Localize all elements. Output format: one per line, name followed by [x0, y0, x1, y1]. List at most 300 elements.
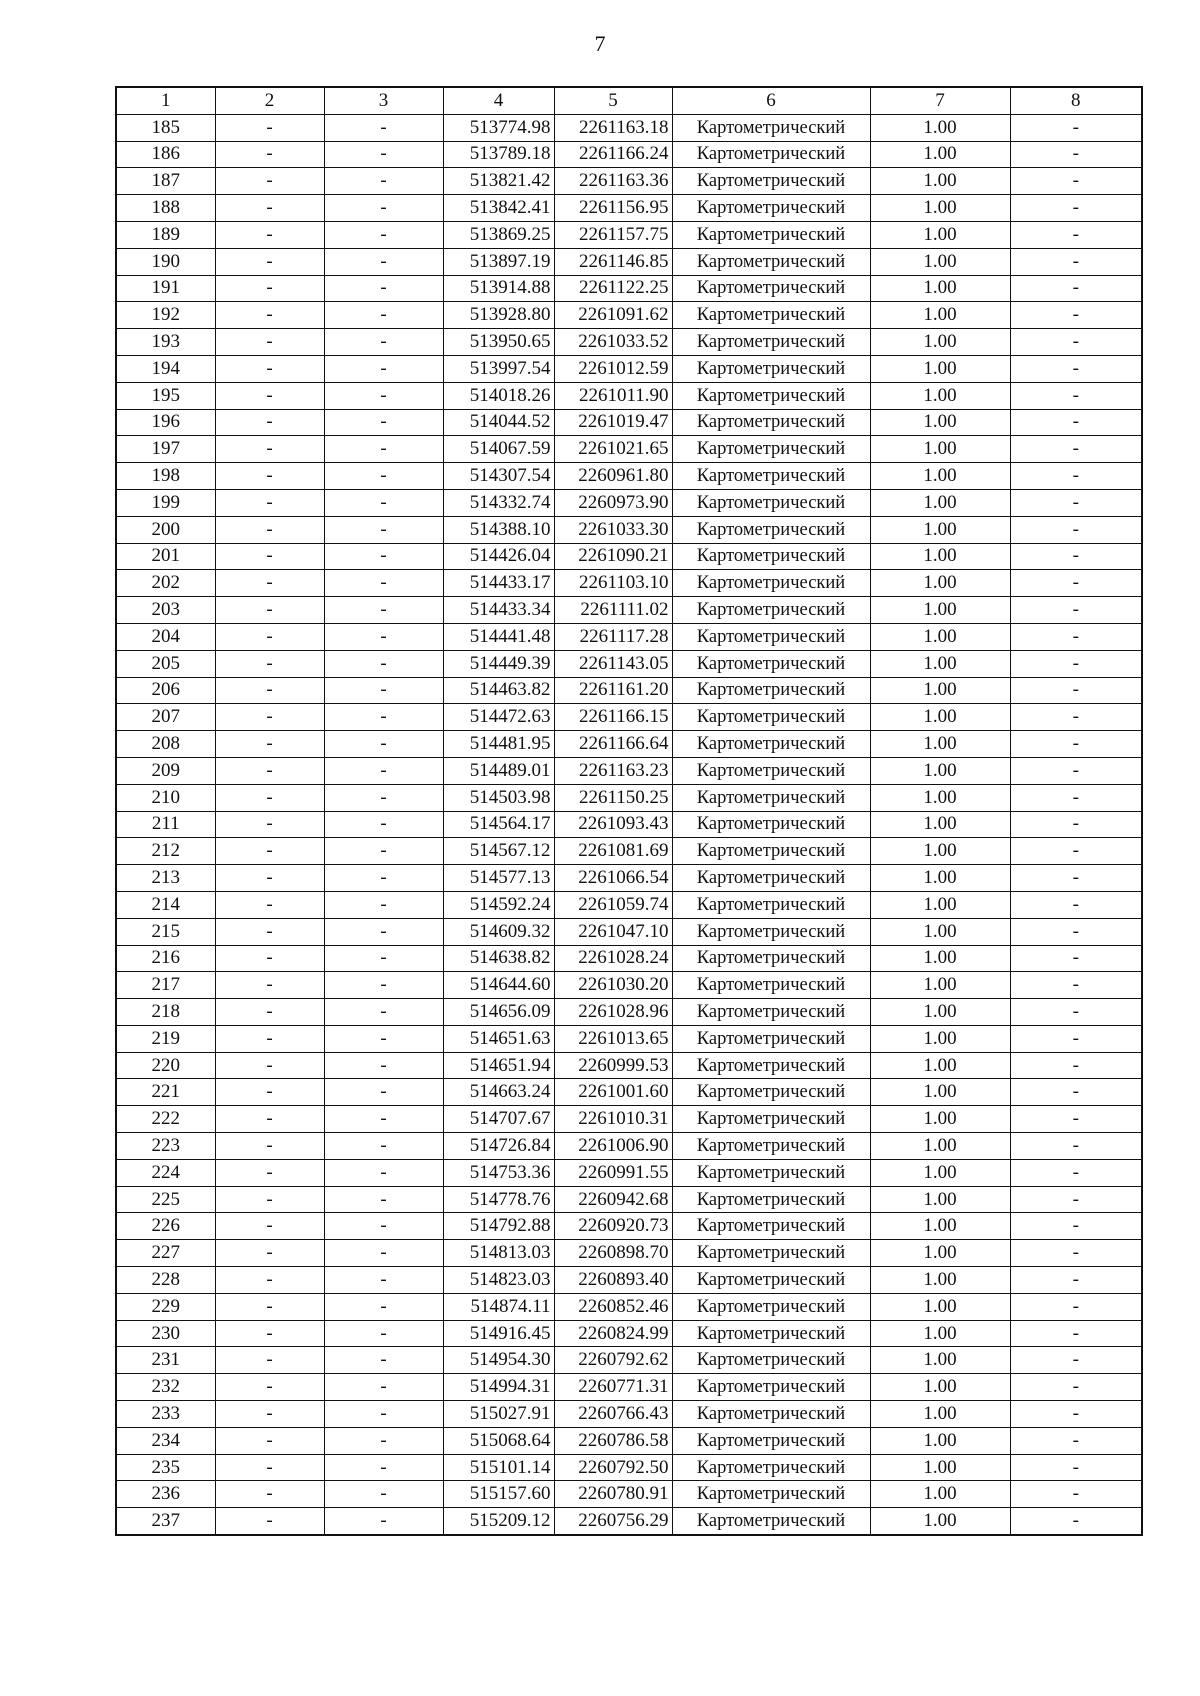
- method-cell: Картометрический: [672, 436, 870, 463]
- table-row: [116, 918, 1142, 945]
- method-cell: Картометрический: [672, 623, 870, 650]
- col8-cell: -: [1010, 463, 1142, 490]
- col2-cell: -: [215, 114, 324, 141]
- accuracy-cell: 1.00: [870, 972, 1010, 999]
- accuracy-cell: 1.00: [870, 409, 1010, 436]
- x-coordinate-cell: 513897.19: [443, 248, 554, 275]
- y-coordinate-cell: 2261163.23: [554, 757, 672, 784]
- x-coordinate-cell: 514651.63: [443, 1025, 554, 1052]
- col8-cell: -: [1010, 1267, 1142, 1294]
- y-coordinate-cell: 2261156.95: [554, 195, 672, 222]
- x-coordinate-cell: 515101.14: [443, 1454, 554, 1481]
- table-row: [116, 784, 1142, 811]
- col3-cell: -: [324, 516, 443, 543]
- col8-cell: -: [1010, 489, 1142, 516]
- col3-cell: -: [324, 1481, 443, 1508]
- accuracy-cell: 1.00: [870, 1347, 1010, 1374]
- accuracy-cell: 1.00: [870, 623, 1010, 650]
- y-coordinate-cell: 2261093.43: [554, 811, 672, 838]
- accuracy-cell: 1.00: [870, 195, 1010, 222]
- col3-cell: -: [324, 1052, 443, 1079]
- x-coordinate-cell: 514018.26: [443, 382, 554, 409]
- x-coordinate-cell: 513842.41: [443, 195, 554, 222]
- col3-cell: -: [324, 811, 443, 838]
- x-coordinate-cell: 515157.60: [443, 1481, 554, 1508]
- x-coordinate-cell: 514778.76: [443, 1186, 554, 1213]
- x-coordinate-cell: 514433.34: [443, 597, 554, 624]
- accuracy-cell: 1.00: [870, 221, 1010, 248]
- col8-cell: -: [1010, 1320, 1142, 1347]
- header-row: [116, 87, 1142, 114]
- point-number-cell: 222: [116, 1106, 215, 1133]
- col3-cell: -: [324, 382, 443, 409]
- column-header: 3: [324, 87, 443, 114]
- col3-cell: -: [324, 463, 443, 490]
- col8-cell: -: [1010, 945, 1142, 972]
- table-row: [116, 972, 1142, 999]
- point-number-cell: 225: [116, 1186, 215, 1213]
- method-cell: Картометрический: [672, 1133, 870, 1160]
- point-number-cell: 191: [116, 275, 215, 302]
- y-coordinate-cell: 2260786.58: [554, 1427, 672, 1454]
- accuracy-cell: 1.00: [870, 436, 1010, 463]
- col8-cell: -: [1010, 811, 1142, 838]
- table-row: [116, 221, 1142, 248]
- col2-cell: -: [215, 463, 324, 490]
- table-row: [116, 1401, 1142, 1428]
- accuracy-cell: 1.00: [870, 1481, 1010, 1508]
- col2-cell: -: [215, 1320, 324, 1347]
- table-row: [116, 1025, 1142, 1052]
- col3-cell: -: [324, 1347, 443, 1374]
- col2-cell: -: [215, 141, 324, 168]
- y-coordinate-cell: 2260771.31: [554, 1374, 672, 1401]
- table-row: [116, 463, 1142, 490]
- col2-cell: -: [215, 195, 324, 222]
- y-coordinate-cell: 2261010.31: [554, 1106, 672, 1133]
- y-coordinate-cell: 2261001.60: [554, 1079, 672, 1106]
- table-row: [116, 1159, 1142, 1186]
- y-coordinate-cell: 2260991.55: [554, 1159, 672, 1186]
- col2-cell: -: [215, 784, 324, 811]
- col2-cell: -: [215, 1133, 324, 1160]
- table-row: [116, 275, 1142, 302]
- col2-cell: -: [215, 1186, 324, 1213]
- col3-cell: -: [324, 731, 443, 758]
- table-row: [116, 623, 1142, 650]
- accuracy-cell: 1.00: [870, 704, 1010, 731]
- col3-cell: -: [324, 195, 443, 222]
- point-number-cell: 210: [116, 784, 215, 811]
- x-coordinate-cell: 514592.24: [443, 891, 554, 918]
- accuracy-cell: 1.00: [870, 1374, 1010, 1401]
- method-cell: Картометрический: [672, 1293, 870, 1320]
- col2-cell: -: [215, 275, 324, 302]
- col3-cell: -: [324, 141, 443, 168]
- x-coordinate-cell: 514651.94: [443, 1052, 554, 1079]
- col3-cell: -: [324, 757, 443, 784]
- point-number-cell: 219: [116, 1025, 215, 1052]
- x-coordinate-cell: 514813.03: [443, 1240, 554, 1267]
- col3-cell: -: [324, 1240, 443, 1267]
- col2-cell: -: [215, 489, 324, 516]
- x-coordinate-cell: 514656.09: [443, 999, 554, 1026]
- point-number-cell: 234: [116, 1427, 215, 1454]
- col8-cell: -: [1010, 1481, 1142, 1508]
- col3-cell: -: [324, 1267, 443, 1294]
- x-coordinate-cell: 514441.48: [443, 623, 554, 650]
- accuracy-cell: 1.00: [870, 918, 1010, 945]
- col3-cell: -: [324, 248, 443, 275]
- col3-cell: -: [324, 999, 443, 1026]
- method-cell: Картометрический: [672, 1427, 870, 1454]
- col8-cell: -: [1010, 1186, 1142, 1213]
- y-coordinate-cell: 2261146.85: [554, 248, 672, 275]
- col3-cell: -: [324, 275, 443, 302]
- accuracy-cell: 1.00: [870, 302, 1010, 329]
- col3-cell: -: [324, 1186, 443, 1213]
- accuracy-cell: 1.00: [870, 1079, 1010, 1106]
- col8-cell: -: [1010, 597, 1142, 624]
- accuracy-cell: 1.00: [870, 597, 1010, 624]
- col2-cell: -: [215, 436, 324, 463]
- accuracy-cell: 1.00: [870, 757, 1010, 784]
- table-row: [116, 1427, 1142, 1454]
- point-number-cell: 224: [116, 1159, 215, 1186]
- point-number-cell: 212: [116, 838, 215, 865]
- method-cell: Картометрический: [672, 1186, 870, 1213]
- col8-cell: -: [1010, 1079, 1142, 1106]
- point-number-cell: 187: [116, 168, 215, 195]
- x-coordinate-cell: 514707.67: [443, 1106, 554, 1133]
- accuracy-cell: 1.00: [870, 1320, 1010, 1347]
- point-number-cell: 207: [116, 704, 215, 731]
- point-number-cell: 209: [116, 757, 215, 784]
- point-number-cell: 195: [116, 382, 215, 409]
- method-cell: Картометрический: [672, 1240, 870, 1267]
- col3-cell: -: [324, 784, 443, 811]
- table-row: [116, 1186, 1142, 1213]
- table-row: [116, 1267, 1142, 1294]
- method-cell: Картометрический: [672, 704, 870, 731]
- col8-cell: -: [1010, 1052, 1142, 1079]
- y-coordinate-cell: 2261019.47: [554, 409, 672, 436]
- x-coordinate-cell: 514426.04: [443, 543, 554, 570]
- col2-cell: -: [215, 221, 324, 248]
- col2-cell: -: [215, 1267, 324, 1294]
- col2-cell: -: [215, 891, 324, 918]
- y-coordinate-cell: 2261013.65: [554, 1025, 672, 1052]
- accuracy-cell: 1.00: [870, 1052, 1010, 1079]
- point-number-cell: 220: [116, 1052, 215, 1079]
- table-row: [116, 1213, 1142, 1240]
- point-number-cell: 190: [116, 248, 215, 275]
- x-coordinate-cell: 514663.24: [443, 1079, 554, 1106]
- col2-cell: -: [215, 1106, 324, 1133]
- col8-cell: -: [1010, 516, 1142, 543]
- point-number-cell: 236: [116, 1481, 215, 1508]
- point-number-cell: 197: [116, 436, 215, 463]
- y-coordinate-cell: 2260792.50: [554, 1454, 672, 1481]
- method-cell: Картометрический: [672, 489, 870, 516]
- point-number-cell: 199: [116, 489, 215, 516]
- method-cell: Картометрический: [672, 114, 870, 141]
- y-coordinate-cell: 2261021.65: [554, 436, 672, 463]
- col2-cell: -: [215, 623, 324, 650]
- accuracy-cell: 1.00: [870, 838, 1010, 865]
- table-row: [116, 114, 1142, 141]
- point-number-cell: 213: [116, 865, 215, 892]
- col3-cell: -: [324, 1159, 443, 1186]
- x-coordinate-cell: 514954.30: [443, 1347, 554, 1374]
- col2-cell: -: [215, 945, 324, 972]
- accuracy-cell: 1.00: [870, 168, 1010, 195]
- point-number-cell: 201: [116, 543, 215, 570]
- x-coordinate-cell: 514388.10: [443, 516, 554, 543]
- col3-cell: -: [324, 114, 443, 141]
- accuracy-cell: 1.00: [870, 1159, 1010, 1186]
- table-row: [116, 838, 1142, 865]
- accuracy-cell: 1.00: [870, 1508, 1010, 1535]
- col3-cell: -: [324, 650, 443, 677]
- point-number-cell: 229: [116, 1293, 215, 1320]
- accuracy-cell: 1.00: [870, 1213, 1010, 1240]
- y-coordinate-cell: 2260766.43: [554, 1401, 672, 1428]
- col8-cell: -: [1010, 1240, 1142, 1267]
- col8-cell: -: [1010, 1454, 1142, 1481]
- col3-cell: -: [324, 918, 443, 945]
- accuracy-cell: 1.00: [870, 1454, 1010, 1481]
- col2-cell: -: [215, 409, 324, 436]
- table-row: [116, 650, 1142, 677]
- x-coordinate-cell: 514067.59: [443, 436, 554, 463]
- table-row: [116, 248, 1142, 275]
- accuracy-cell: 1.00: [870, 1133, 1010, 1160]
- x-coordinate-cell: 514638.82: [443, 945, 554, 972]
- coordinates-table: [115, 86, 1143, 1536]
- method-cell: Картометрический: [672, 1213, 870, 1240]
- table-row: [116, 999, 1142, 1026]
- x-coordinate-cell: 514823.03: [443, 1267, 554, 1294]
- table-row: [116, 757, 1142, 784]
- col3-cell: -: [324, 1401, 443, 1428]
- point-number-cell: 230: [116, 1320, 215, 1347]
- method-cell: Картометрический: [672, 891, 870, 918]
- col8-cell: -: [1010, 275, 1142, 302]
- method-cell: Картометрический: [672, 945, 870, 972]
- method-cell: Картометрический: [672, 677, 870, 704]
- col2-cell: -: [215, 1293, 324, 1320]
- x-coordinate-cell: 514916.45: [443, 1320, 554, 1347]
- point-number-cell: 193: [116, 329, 215, 356]
- x-coordinate-cell: 515209.12: [443, 1508, 554, 1535]
- method-cell: Картометрический: [672, 195, 870, 222]
- col8-cell: -: [1010, 865, 1142, 892]
- table-row: [116, 1454, 1142, 1481]
- x-coordinate-cell: 513774.98: [443, 114, 554, 141]
- col2-cell: -: [215, 1454, 324, 1481]
- y-coordinate-cell: 2261157.75: [554, 221, 672, 248]
- y-coordinate-cell: 2260852.46: [554, 1293, 672, 1320]
- table-row: [116, 168, 1142, 195]
- method-cell: Картометрический: [672, 597, 870, 624]
- y-coordinate-cell: 2261111.02: [554, 597, 672, 624]
- method-cell: Картометрический: [672, 918, 870, 945]
- page-number: 7: [594, 31, 606, 56]
- y-coordinate-cell: 2260756.29: [554, 1508, 672, 1535]
- col3-cell: -: [324, 623, 443, 650]
- accuracy-cell: 1.00: [870, 1293, 1010, 1320]
- col8-cell: -: [1010, 731, 1142, 758]
- point-number-cell: 203: [116, 597, 215, 624]
- point-number-cell: 214: [116, 891, 215, 918]
- x-coordinate-cell: 514463.82: [443, 677, 554, 704]
- table-row: [116, 1079, 1142, 1106]
- column-header: 1: [116, 87, 215, 114]
- x-coordinate-cell: 514449.39: [443, 650, 554, 677]
- y-coordinate-cell: 2260898.70: [554, 1240, 672, 1267]
- col3-cell: -: [324, 1079, 443, 1106]
- method-cell: Картометрический: [672, 141, 870, 168]
- point-number-cell: 227: [116, 1240, 215, 1267]
- col3-cell: -: [324, 1106, 443, 1133]
- col3-cell: -: [324, 329, 443, 356]
- x-coordinate-cell: 513928.80: [443, 302, 554, 329]
- col2-cell: -: [215, 543, 324, 570]
- accuracy-cell: 1.00: [870, 811, 1010, 838]
- col3-cell: -: [324, 677, 443, 704]
- method-cell: Картометрический: [672, 516, 870, 543]
- col2-cell: -: [215, 168, 324, 195]
- table-row: [116, 1374, 1142, 1401]
- table-row: [116, 945, 1142, 972]
- col3-cell: -: [324, 891, 443, 918]
- x-coordinate-cell: 514567.12: [443, 838, 554, 865]
- point-number-cell: 218: [116, 999, 215, 1026]
- col2-cell: -: [215, 516, 324, 543]
- table-row: [116, 382, 1142, 409]
- y-coordinate-cell: 2261163.18: [554, 114, 672, 141]
- point-number-cell: 204: [116, 623, 215, 650]
- y-coordinate-cell: 2260780.91: [554, 1481, 672, 1508]
- x-coordinate-cell: 513950.65: [443, 329, 554, 356]
- col8-cell: -: [1010, 248, 1142, 275]
- method-cell: Картометрический: [672, 1481, 870, 1508]
- col2-cell: -: [215, 355, 324, 382]
- col8-cell: -: [1010, 999, 1142, 1026]
- point-number-cell: 232: [116, 1374, 215, 1401]
- column-header: 2: [215, 87, 324, 114]
- col2-cell: -: [215, 1427, 324, 1454]
- col2-cell: -: [215, 757, 324, 784]
- x-coordinate-cell: 514874.11: [443, 1293, 554, 1320]
- column-header: 8: [1010, 87, 1142, 114]
- column-header: 4: [443, 87, 554, 114]
- table-row: [116, 409, 1142, 436]
- y-coordinate-cell: 2261028.96: [554, 999, 672, 1026]
- col2-cell: -: [215, 1401, 324, 1428]
- table-row: [116, 731, 1142, 758]
- col2-cell: -: [215, 650, 324, 677]
- method-cell: Картометрический: [672, 570, 870, 597]
- x-coordinate-cell: 514503.98: [443, 784, 554, 811]
- x-coordinate-cell: 514472.63: [443, 704, 554, 731]
- column-header: 7: [870, 87, 1010, 114]
- table-body: [116, 114, 1142, 1535]
- method-cell: Картометрический: [672, 1347, 870, 1374]
- table-row: [116, 141, 1142, 168]
- col8-cell: -: [1010, 436, 1142, 463]
- accuracy-cell: 1.00: [870, 248, 1010, 275]
- point-number-cell: 185: [116, 114, 215, 141]
- point-number-cell: 217: [116, 972, 215, 999]
- accuracy-cell: 1.00: [870, 489, 1010, 516]
- method-cell: Картометрический: [672, 972, 870, 999]
- point-number-cell: 215: [116, 918, 215, 945]
- accuracy-cell: 1.00: [870, 329, 1010, 356]
- col2-cell: -: [215, 865, 324, 892]
- method-cell: Картометрический: [672, 329, 870, 356]
- table-row: [116, 865, 1142, 892]
- col8-cell: -: [1010, 114, 1142, 141]
- col2-cell: -: [215, 1025, 324, 1052]
- method-cell: Картометрический: [672, 355, 870, 382]
- accuracy-cell: 1.00: [870, 1025, 1010, 1052]
- table-row: [116, 597, 1142, 624]
- method-cell: Картометрический: [672, 1267, 870, 1294]
- accuracy-cell: 1.00: [870, 570, 1010, 597]
- method-cell: Картометрический: [672, 275, 870, 302]
- x-coordinate-cell: 513997.54: [443, 355, 554, 382]
- x-coordinate-cell: 514609.32: [443, 918, 554, 945]
- col2-cell: -: [215, 1159, 324, 1186]
- col2-cell: -: [215, 1079, 324, 1106]
- col2-cell: -: [215, 1374, 324, 1401]
- accuracy-cell: 1.00: [870, 731, 1010, 758]
- col8-cell: -: [1010, 221, 1142, 248]
- table-row: [116, 677, 1142, 704]
- y-coordinate-cell: 2261122.25: [554, 275, 672, 302]
- accuracy-cell: 1.00: [870, 865, 1010, 892]
- method-cell: Картометрический: [672, 1374, 870, 1401]
- col8-cell: -: [1010, 1025, 1142, 1052]
- accuracy-cell: 1.00: [870, 463, 1010, 490]
- table-row: [116, 1133, 1142, 1160]
- table-row: [116, 1508, 1142, 1535]
- method-cell: Картометрический: [672, 865, 870, 892]
- y-coordinate-cell: 2260942.68: [554, 1186, 672, 1213]
- col2-cell: -: [215, 1347, 324, 1374]
- col8-cell: -: [1010, 570, 1142, 597]
- point-number-cell: 205: [116, 650, 215, 677]
- point-number-cell: 216: [116, 945, 215, 972]
- method-cell: Картометрический: [672, 543, 870, 570]
- col3-cell: -: [324, 168, 443, 195]
- accuracy-cell: 1.00: [870, 677, 1010, 704]
- x-coordinate-cell: 515068.64: [443, 1427, 554, 1454]
- table-row: [116, 355, 1142, 382]
- table-row: [116, 436, 1142, 463]
- col3-cell: -: [324, 1025, 443, 1052]
- col8-cell: -: [1010, 329, 1142, 356]
- col2-cell: -: [215, 731, 324, 758]
- table-row: [116, 329, 1142, 356]
- accuracy-cell: 1.00: [870, 999, 1010, 1026]
- y-coordinate-cell: 2260961.80: [554, 463, 672, 490]
- col8-cell: -: [1010, 141, 1142, 168]
- col8-cell: -: [1010, 168, 1142, 195]
- x-coordinate-cell: 513914.88: [443, 275, 554, 302]
